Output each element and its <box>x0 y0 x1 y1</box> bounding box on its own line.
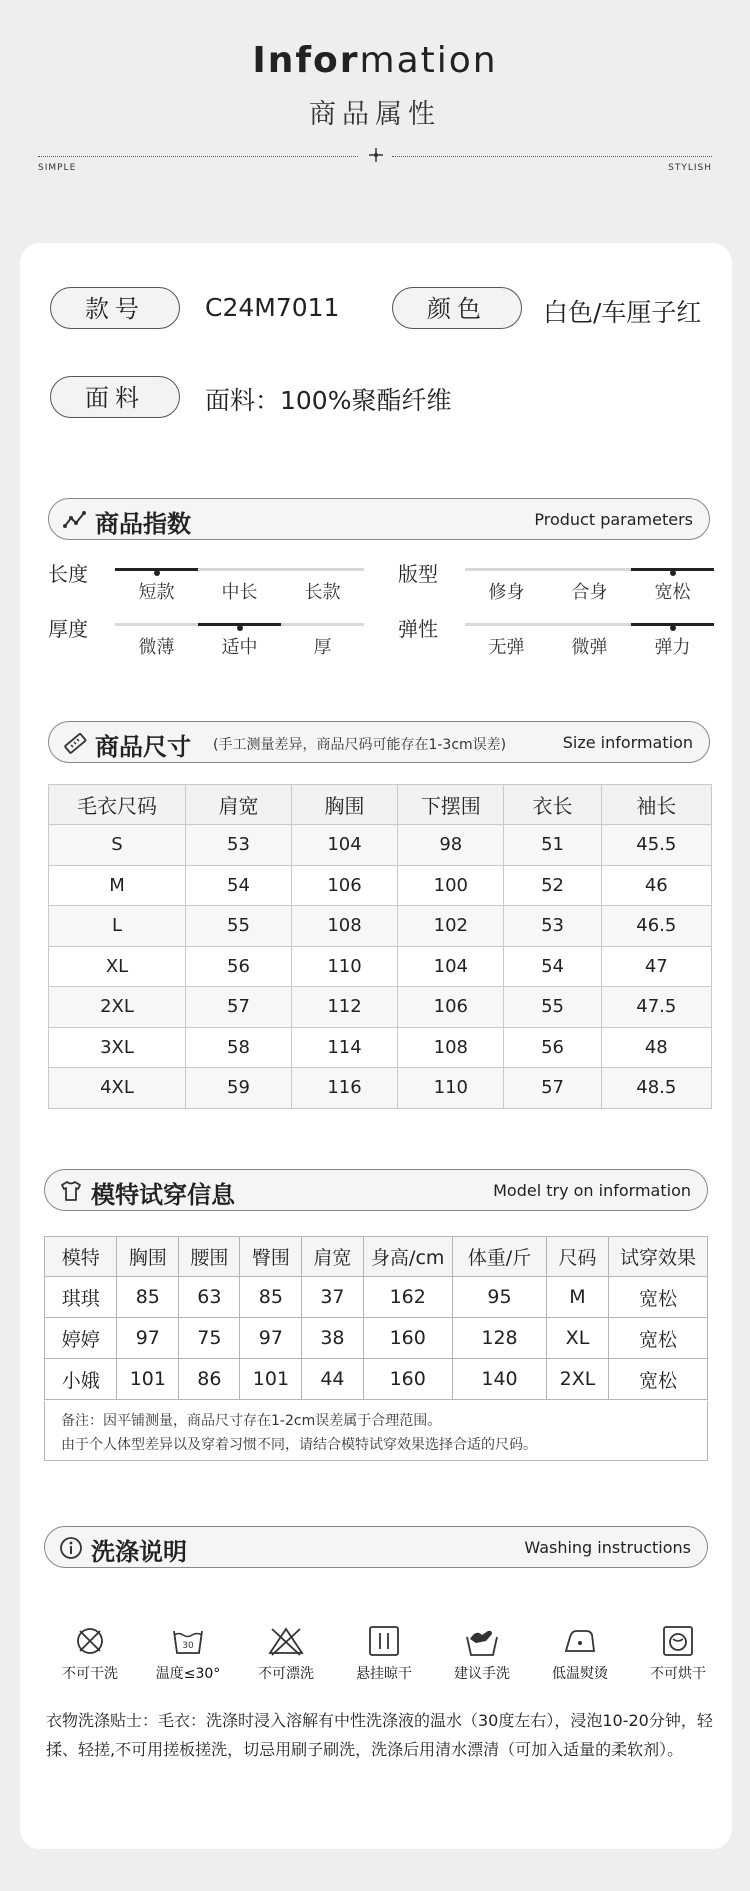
size-cell: 54 <box>186 865 292 906</box>
page-header <box>0 0 750 240</box>
table-row <box>49 906 712 947</box>
model-cell: 44 <box>302 1359 363 1400</box>
size-cell: 110 <box>291 946 397 987</box>
size-cell: 45.5 <box>601 825 711 866</box>
tag-stylish: STYLISH <box>668 163 712 173</box>
wash-item <box>48 1623 132 1683</box>
model-header-cell: 腰围 <box>179 1237 240 1277</box>
model-cell: 160 <box>363 1318 452 1359</box>
washing-tips: 衣物洗涤贴士：毛衣：洗涤时浸入溶解有中性洗涤液的温水（30度左右），浸泡10-20分钟，轻揉、轻搓,不可用搓板搓洗，切忌用刷子刷洗，洗涤后用清水漂清（可加入适量的柔软剂）。 <box>46 1711 713 1759</box>
size-title-en: Size information <box>562 733 693 752</box>
size-cell: 100 <box>398 865 504 906</box>
model-header-cell: 尺码 <box>547 1237 609 1277</box>
model-cell: 2XL <box>547 1359 609 1400</box>
size-cell: 47.5 <box>601 987 711 1028</box>
divider-right <box>392 156 712 157</box>
param-option: 适中 <box>221 637 258 658</box>
size-header-cell: 下摆围 <box>398 785 504 825</box>
model-cell: M <box>547 1277 609 1318</box>
size-cell: 52 <box>504 865 601 906</box>
model-title-en: Model try on information <box>493 1181 691 1200</box>
size-cell: S <box>49 825 186 866</box>
param-label: 长度 <box>48 562 88 586</box>
size-cell: 104 <box>291 825 397 866</box>
param-option: 厚 <box>313 637 332 658</box>
param-option: 长款 <box>304 582 341 603</box>
size-cell: 47 <box>601 946 711 987</box>
model-cell: 160 <box>363 1359 452 1400</box>
param-label: 厚度 <box>48 617 88 641</box>
param-label: 弹性 <box>398 617 438 641</box>
model-note-1: 备注：因平铺测量，商品尺寸存在1-2cm误差属于合理范围。 <box>61 1413 442 1429</box>
size-cell: 54 <box>504 946 601 987</box>
model-notes <box>44 1401 708 1461</box>
size-cell: M <box>49 865 186 906</box>
wash-item <box>538 1623 622 1683</box>
table-row <box>49 1027 712 1068</box>
table-row <box>45 1318 708 1359</box>
size-cell: 108 <box>398 1027 504 1068</box>
wash-label: 温度≤30° <box>155 1666 221 1682</box>
trend-line-icon <box>63 508 87 532</box>
model-cell: 小娥 <box>45 1359 117 1400</box>
size-cell: 46.5 <box>601 906 711 947</box>
size-cell: 104 <box>398 946 504 987</box>
param-option: 合身 <box>571 582 608 603</box>
title-english <box>0 40 750 81</box>
size-cell: 46 <box>601 865 711 906</box>
info-icon <box>59 1536 83 1560</box>
wash-item <box>342 1623 426 1683</box>
washing-title-en: Washing instructions <box>524 1538 691 1557</box>
table-row <box>45 1359 708 1400</box>
wash-label: 低温熨烫 <box>552 1666 608 1682</box>
model-cell: 38 <box>302 1318 363 1359</box>
model-header-cell: 模特 <box>45 1237 117 1277</box>
model-cell: 128 <box>452 1318 546 1359</box>
model-cell: 宽松 <box>608 1359 707 1400</box>
param-selected-dot <box>154 570 160 576</box>
no-bleach-icon <box>266 1623 306 1659</box>
model-cell: 101 <box>240 1359 302 1400</box>
tshirt-icon <box>59 1179 83 1203</box>
title-light-part: mation <box>359 40 498 81</box>
size-cell: 112 <box>291 987 397 1028</box>
size-cell: 48.5 <box>601 1068 711 1109</box>
fabric-label: 面料 <box>50 376 180 418</box>
params-section-header <box>48 498 710 540</box>
model-cell: 95 <box>452 1277 546 1318</box>
size-cell: 56 <box>186 946 292 987</box>
params-title: 商品指数 <box>95 510 191 538</box>
washing-title: 洗涤说明 <box>91 1538 187 1566</box>
table-row <box>49 1068 712 1109</box>
param-option: 无弹 <box>488 637 525 658</box>
svg-text:30: 30 <box>182 1641 194 1651</box>
wash-label: 不可漂洗 <box>258 1666 314 1682</box>
table-row <box>49 987 712 1028</box>
model-cell: 37 <box>302 1277 363 1318</box>
model-cell: 140 <box>452 1359 546 1400</box>
size-cell: 51 <box>504 825 601 866</box>
model-number-label: 款号 <box>50 287 180 329</box>
wash-label: 不可干洗 <box>62 1666 118 1682</box>
title-chinese: 商品属性 <box>309 99 441 130</box>
param-option: 修身 <box>488 582 525 603</box>
size-header-cell: 袖长 <box>601 785 711 825</box>
size-note: (手工测量差异，商品尺码可能存在1-3cm误差) <box>213 737 507 753</box>
model-number-value: C24M7011 <box>205 293 340 322</box>
color-value: 白色/车厘子红 <box>543 298 702 327</box>
params-title-en: Product parameters <box>534 510 693 529</box>
model-cell: 162 <box>363 1277 452 1318</box>
param-option: 弹力 <box>654 637 691 658</box>
size-cell: 48 <box>601 1027 711 1068</box>
model-cell: XL <box>547 1318 609 1359</box>
size-cell: L <box>49 906 186 947</box>
size-header-cell: 衣长 <box>504 785 601 825</box>
model-header-cell: 身高/cm <box>363 1237 452 1277</box>
size-section-header <box>48 721 710 763</box>
hang-dry-icon <box>364 1623 404 1659</box>
size-title: 商品尺寸 <box>95 733 191 761</box>
ornament-icon <box>368 147 384 163</box>
divider-left <box>38 156 358 157</box>
wash-item <box>636 1623 720 1683</box>
param-option: 短款 <box>138 582 175 603</box>
size-header-cell: 肩宽 <box>186 785 292 825</box>
size-cell: 57 <box>186 987 292 1028</box>
wash-label: 建议手洗 <box>454 1666 510 1682</box>
size-cell: 106 <box>398 987 504 1028</box>
size-cell: 53 <box>186 825 292 866</box>
param-option: 微薄 <box>138 637 175 658</box>
wash-30-icon <box>168 1623 208 1659</box>
model-cell: 97 <box>117 1318 179 1359</box>
size-header-cell: 胸围 <box>291 785 397 825</box>
no-wash-icon <box>70 1623 110 1659</box>
param-option: 宽松 <box>654 582 691 603</box>
size-header-cell: 毛衣尺码 <box>49 785 186 825</box>
wash-item <box>146 1623 230 1683</box>
size-cell: 98 <box>398 825 504 866</box>
fabric-value: 面料：100%聚酯纤维 <box>205 386 452 415</box>
model-cell: 86 <box>179 1359 240 1400</box>
hand-wash-icon <box>462 1623 502 1659</box>
color-label: 颜色 <box>392 287 522 329</box>
model-header-cell: 臀围 <box>240 1237 302 1277</box>
table-row <box>49 865 712 906</box>
size-cell: 106 <box>291 865 397 906</box>
model-cell: 85 <box>117 1277 179 1318</box>
model-table <box>44 1236 708 1400</box>
wash-item <box>440 1623 524 1683</box>
model-section-header <box>44 1169 708 1211</box>
size-cell: 55 <box>504 987 601 1028</box>
product-info-card <box>20 243 732 1849</box>
table-row <box>49 946 712 987</box>
size-cell: 108 <box>291 906 397 947</box>
size-cell: 56 <box>504 1027 601 1068</box>
size-cell: 58 <box>186 1027 292 1068</box>
model-cell: 75 <box>179 1318 240 1359</box>
model-cell: 63 <box>179 1277 240 1318</box>
model-cell: 琪琪 <box>45 1277 117 1318</box>
model-header-cell: 胸围 <box>117 1237 179 1277</box>
size-cell: 2XL <box>49 987 186 1028</box>
param-selected-dot <box>237 625 243 631</box>
model-cell: 101 <box>117 1359 179 1400</box>
size-cell: XL <box>49 946 186 987</box>
wash-item <box>244 1623 328 1683</box>
model-title: 模特试穿信息 <box>91 1181 235 1209</box>
size-cell: 53 <box>504 906 601 947</box>
param-option: 中长 <box>221 582 258 603</box>
size-cell: 57 <box>504 1068 601 1109</box>
model-note-2: 由于个人体型差异以及穿着习惯不同，请结合模特试穿效果选择合适的尺码。 <box>61 1437 537 1453</box>
param-label: 版型 <box>398 562 438 586</box>
param-option: 微弹 <box>571 637 608 658</box>
model-cell: 宽松 <box>608 1277 707 1318</box>
washing-section-header <box>44 1526 708 1568</box>
size-cell: 3XL <box>49 1027 186 1068</box>
table-row <box>49 825 712 866</box>
table-row <box>45 1277 708 1318</box>
size-cell: 110 <box>398 1068 504 1109</box>
size-cell: 102 <box>398 906 504 947</box>
wash-label: 悬挂晾干 <box>356 1666 412 1682</box>
tag-simple: SIMPLE <box>38 163 77 173</box>
ruler-icon <box>63 731 87 755</box>
model-header-cell: 肩宽 <box>302 1237 363 1277</box>
model-header-cell: 试穿效果 <box>608 1237 707 1277</box>
model-cell: 宽松 <box>608 1318 707 1359</box>
param-selected-dot <box>670 570 676 576</box>
model-cell: 婷婷 <box>45 1318 117 1359</box>
wash-label: 不可烘干 <box>650 1666 706 1682</box>
model-cell: 97 <box>240 1318 302 1359</box>
low-iron-icon <box>560 1623 600 1659</box>
no-tumble-dry-icon <box>658 1623 698 1659</box>
param-selected-dot <box>670 625 676 631</box>
size-cell: 59 <box>186 1068 292 1109</box>
size-cell: 116 <box>291 1068 397 1109</box>
size-cell: 4XL <box>49 1068 186 1109</box>
size-cell: 114 <box>291 1027 397 1068</box>
size-table <box>48 784 712 1109</box>
model-header-cell: 体重/斤 <box>452 1237 546 1277</box>
model-cell: 85 <box>240 1277 302 1318</box>
size-cell: 55 <box>186 906 292 947</box>
title-bold-part: Infor <box>252 40 360 81</box>
